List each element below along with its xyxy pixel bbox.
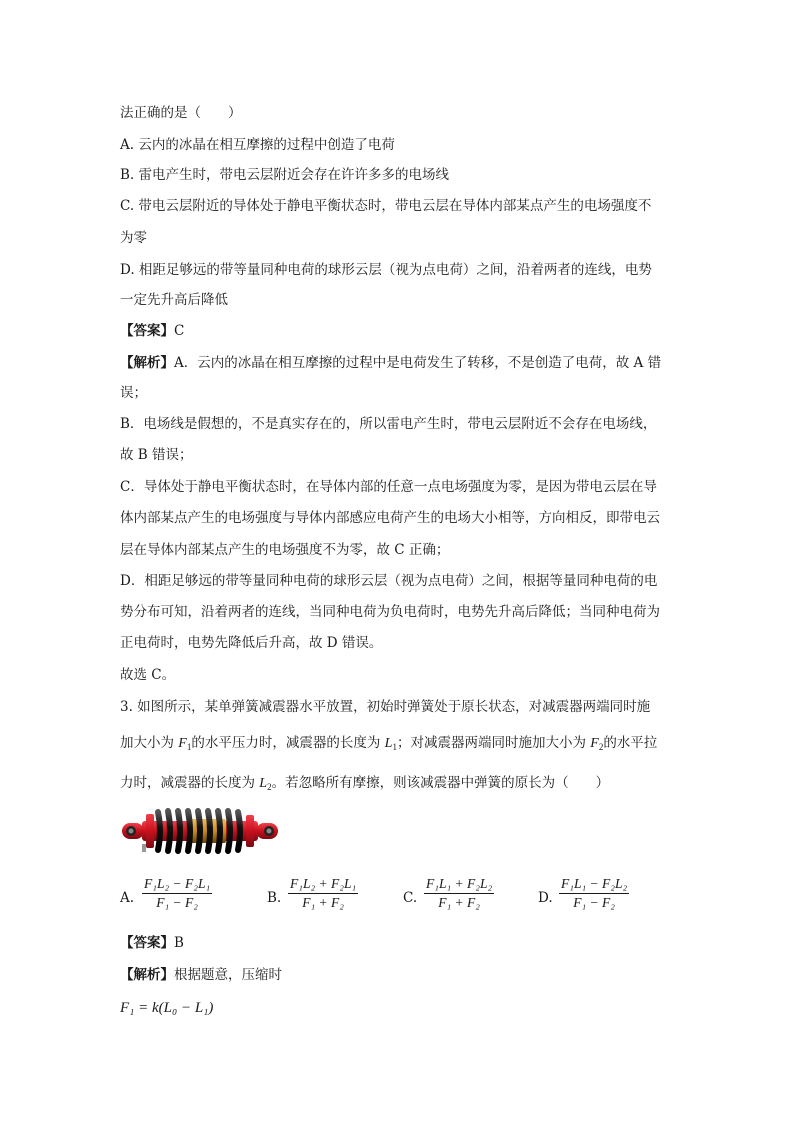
option-d-label: D. [538, 890, 553, 906]
option-c-text: C. 带电云层附近的导体处于静电平衡状态时，带电云层在导体内部某点产生的电场强度不 [120, 198, 652, 214]
math-f2: $F_2$ [590, 736, 604, 752]
option-b-label: B. [267, 890, 282, 906]
option-b-text: B. 雷电产生时，带电云层附近会存在许许多多的电场线 [120, 167, 450, 183]
answer-value: C [174, 323, 185, 339]
explanation-line-4: 故 B 错误； [120, 447, 193, 463]
math-l2: $L_2$ [259, 776, 272, 792]
explanation-line-7: 层在导体内部某点产生的电场强度不为零，故 C 正确； [120, 542, 450, 558]
option-c-label: C. [403, 890, 418, 906]
option-b-fraction: $\frac{\text{F₁L₂ + F₂L₁}}{\text{F₁ + F₂}}$ [290, 876, 357, 910]
explanation-line-6: 体内部某点产生的电场强度与导体内部感应电荷产生的电场大小相等，方向相反，即带电云 [120, 510, 660, 526]
explanation-line-10: 正电荷时，电势先降低后升高，故 D 错误。 [120, 635, 383, 651]
option-d-text: D. 相距足够远的带等量同种电荷的球形云层（视为点电荷）之间，沿着两者的连线，电势 [120, 262, 652, 278]
option-d-cont: 一定先升高后降低 [120, 292, 228, 308]
answer-label: 【答案】 [120, 323, 174, 339]
explanation-text-2: 根据题意，压缩时 [174, 967, 282, 983]
line-1: 法正确的是（ ） [120, 105, 242, 121]
explanation-label: 【解析】 [120, 355, 174, 371]
math-f1: $F_1$ [178, 736, 192, 752]
option-c-fraction: $\frac{\text{F₁L₁ + F₂L₂}}{\text{F₁ + F₂}}$ [426, 876, 493, 910]
question-3-line-2: 加大小为 $F_1$的水平压力时，减震器的长度为 $L_1$；对减震器两端同时施加大小为 $F_2$的水平拉 [120, 735, 658, 752]
answer-line-2 [120, 933, 184, 953]
explanation-2-line [120, 965, 282, 985]
option-d-fraction: $\frac{\text{F₁L₁ − F₂L₂}}{\text{F₁ − F₂}}$ [561, 876, 628, 910]
question-3-line-3: 力时，减震器的长度为 $L_2$。若忽略所有摩擦，则该减震器中弹簧的原长为（ ） [120, 775, 610, 792]
option-a-fraction: $\frac{\text{F₁L₂ − F₂L₁}}{\text{F₁ − F₂}}$ [144, 876, 211, 910]
explanation-line-3: B．电场线是假想的，不是真实存在的，所以雷电产生时，带电云层附近不会存在电场线， [120, 416, 657, 432]
shock-absorber-image [118, 806, 282, 858]
answer-label-2: 【答案】 [120, 935, 174, 951]
explanation-line-9: 势分布可知，沿着两者的连线，当同种电荷为负电荷时，电势先升高后降低；当同种电荷为 [120, 604, 660, 620]
option-a-label: A. [120, 890, 135, 906]
answer-value-2: B [174, 935, 184, 951]
option-a-text: A. 云内的冰晶在相互摩擦的过程中创造了电荷 [120, 137, 395, 153]
math-l1: $L_1$ [384, 736, 397, 752]
explanation-line-5: C．导体处于静电平衡状态时，在导体内部的任意一点电场强度为零，是因为带电云层在导 [120, 479, 657, 495]
answer-line-1 [120, 321, 184, 341]
explanation-text: A．云内的冰晶在相互摩擦的过程中是电荷发生了转移，不是创造了电荷，故 A 错 [174, 355, 662, 371]
option-c-cont: 为零 [120, 230, 147, 246]
conclusion-line: 故选 C。 [120, 667, 176, 683]
explanation-line-2: 误； [120, 385, 147, 401]
explanation-line-8: D．相距足够远的带等量同种电荷的球形云层（视为点电荷）之间，根据等量同种电荷的电 [120, 573, 658, 589]
explanation-line-1 [120, 353, 661, 373]
hooke-formula: F₁ = k(L₀ − L₁) [120, 1000, 214, 1016]
question-3-line-1: 3. 如图所示，某单弹簧减震器水平放置，初始时弹簧处于原长状态，对减震器两端同时施 [120, 699, 651, 715]
explanation-label-2: 【解析】 [120, 967, 174, 983]
